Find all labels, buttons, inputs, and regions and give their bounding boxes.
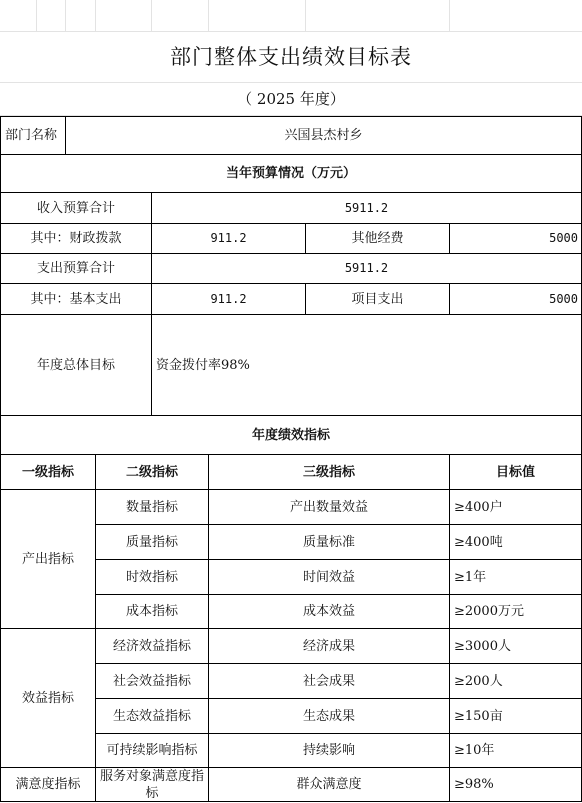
grid-cell [450, 0, 582, 32]
table-row-target: ≥400吨 [450, 524, 582, 559]
table-row-target: ≥400户 [450, 489, 582, 524]
annual-goal-label: 年度总体目标 [0, 314, 152, 415]
table-row-level3: 质量标准 [209, 524, 450, 559]
table-row-level3: 持续影响 [209, 733, 450, 767]
basic-value: 911.2 [152, 283, 306, 314]
grid-cell [0, 0, 37, 32]
project-label: 项目支出 [306, 283, 450, 314]
indicators-section-header: 年度绩效指标 [0, 415, 582, 454]
table-row-level3: 社会成果 [209, 663, 450, 698]
table-row-target: ≥2000万元 [450, 594, 582, 628]
page-title: 部门整体支出绩效目标表 [0, 32, 582, 83]
grid-cell [209, 0, 306, 32]
table-row-target: ≥1年 [450, 559, 582, 594]
table-row-level3: 经济成果 [209, 628, 450, 663]
project-value: 5000 [450, 283, 582, 314]
dept-value: 兴国县杰村乡 [66, 116, 582, 154]
table-row-target: ≥10年 [450, 733, 582, 767]
table-row-level3: 产出数量效益 [209, 489, 450, 524]
table-row-level2: 质量指标 [96, 524, 209, 559]
table-row-level3: 生态成果 [209, 698, 450, 733]
table-row-level2: 经济效益指标 [96, 628, 209, 663]
column-header-level3: 三级指标 [209, 454, 450, 489]
grid-cell [152, 0, 209, 32]
table-row-target: ≥3000人 [450, 628, 582, 663]
column-header-target: 目标值 [450, 454, 582, 489]
column-header-level2: 二级指标 [96, 454, 209, 489]
grid-cell [306, 0, 450, 32]
other-value: 5000 [450, 223, 582, 253]
group-level1-output: 产出指标 [0, 489, 96, 628]
income-total-label: 收入预算合计 [0, 192, 152, 223]
expense-total-label: 支出预算合计 [0, 253, 152, 283]
annual-goal-value: 资金拨付率98% [152, 314, 582, 415]
column-header-level1: 一级指标 [0, 454, 96, 489]
fiscal-label: 其中：财政拨款 [0, 223, 152, 253]
table-row-target: ≥200人 [450, 663, 582, 698]
dept-label: 部门名称 [0, 116, 66, 154]
table-row-level2: 数量指标 [96, 489, 209, 524]
grid-cell [96, 0, 152, 32]
expense-total-value: 5911.2 [152, 253, 582, 283]
table-row-level3: 成本效益 [209, 594, 450, 628]
table-row-level2: 服务对象满意度指标 [96, 767, 209, 802]
table-row-level2: 成本指标 [96, 594, 209, 628]
year-label: （ 2025 年度） [0, 83, 582, 116]
budget-section-header: 当年预算情况（万元） [0, 154, 582, 192]
table-row-level3: 群众满意度 [209, 767, 450, 802]
grid-cell [37, 0, 66, 32]
basic-label: 其中：基本支出 [0, 283, 152, 314]
table-row-level2: 时效指标 [96, 559, 209, 594]
table-row-level3: 时间效益 [209, 559, 450, 594]
other-label: 其他经费 [306, 223, 450, 253]
table-row-target: ≥150亩 [450, 698, 582, 733]
group-level1-satisfaction: 满意度指标 [0, 767, 96, 802]
table-row-level2: 可持续影响指标 [96, 733, 209, 767]
income-total-value: 5911.2 [152, 192, 582, 223]
group-level1-benefit: 效益指标 [0, 628, 96, 767]
fiscal-value: 911.2 [152, 223, 306, 253]
table-row-level2: 社会效益指标 [96, 663, 209, 698]
table-row-target: ≥98% [450, 767, 582, 802]
grid-cell [66, 0, 96, 32]
table-row-level2: 生态效益指标 [96, 698, 209, 733]
